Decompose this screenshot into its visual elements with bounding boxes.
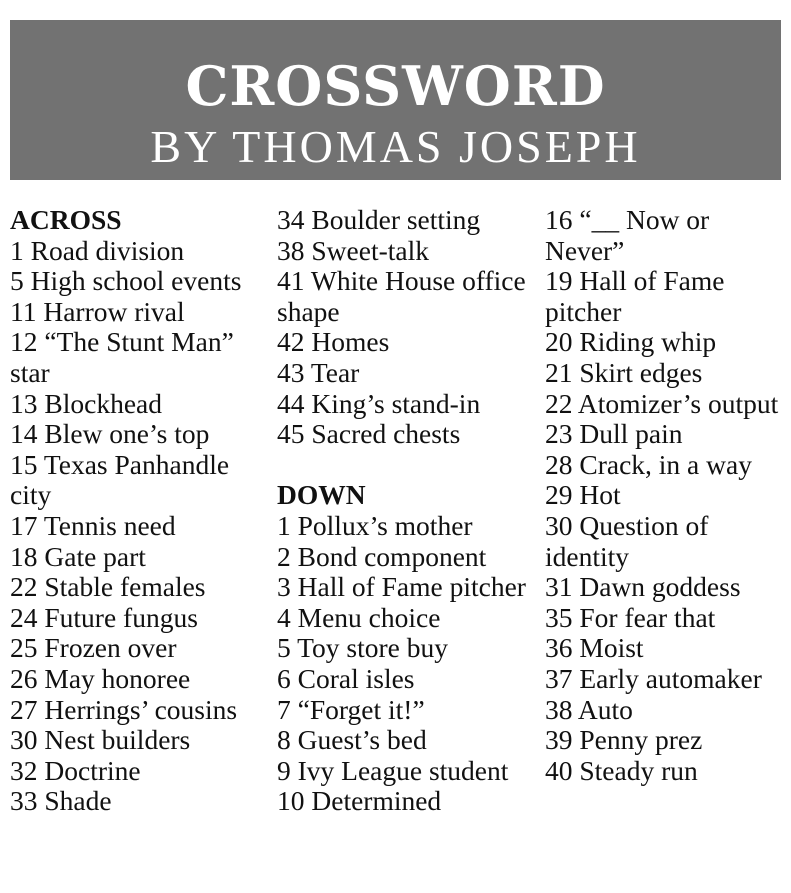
- clue-text: Road division: [30, 234, 185, 266]
- clue-number: 4: [277, 601, 291, 633]
- clue-number: 24: [10, 601, 38, 633]
- down-clue: [545, 572, 785, 603]
- clue-text: Hot: [579, 479, 621, 511]
- across-clue: [10, 450, 272, 511]
- clue-number: 22: [10, 571, 38, 603]
- clue-number: 38: [545, 693, 573, 725]
- clue-text: Skirt edges: [579, 356, 703, 388]
- down-clue: [545, 480, 785, 511]
- clue-number: 44: [277, 387, 305, 419]
- clue-text: Crack, in a way: [579, 448, 752, 480]
- down-clue: [545, 327, 785, 358]
- clue-text: For fear that: [579, 601, 716, 633]
- clue-text: Doctrine: [44, 754, 141, 786]
- down-clue: [277, 786, 539, 817]
- clue-text: Gate part: [44, 540, 146, 572]
- across-clue: [277, 205, 539, 236]
- down-clue: [545, 725, 785, 756]
- clue-text: Dull pain: [579, 418, 683, 450]
- clue-text: Pollux’s mother: [297, 509, 473, 541]
- clue-number: 17: [10, 509, 38, 541]
- clue-number: 38: [277, 234, 305, 266]
- across-clue: [277, 419, 539, 450]
- clue-number: 12: [10, 326, 38, 358]
- down-clue: [545, 358, 785, 389]
- down-clue: [545, 389, 785, 420]
- clue-number: 25: [10, 632, 38, 664]
- clue-text: Nest builders: [44, 724, 191, 756]
- clue-number: 23: [545, 418, 573, 450]
- down-clue: [277, 664, 539, 695]
- clue-text: “__ Now or Never”: [545, 204, 710, 266]
- clue-number: 30: [545, 509, 573, 541]
- clue-text: Early automaker: [579, 662, 762, 694]
- across-clue: [10, 327, 272, 388]
- clue-number: 27: [10, 693, 38, 725]
- clue-text: Steady run: [579, 754, 698, 786]
- clue-number: 15: [10, 448, 38, 480]
- clue-text: Homes: [311, 326, 390, 358]
- down-clue: [545, 511, 785, 572]
- clue-text: Penny prez: [579, 724, 703, 756]
- clue-text: Blew one’s top: [44, 418, 210, 450]
- down-clue: [545, 603, 785, 634]
- clue-number: 6: [277, 662, 291, 694]
- clue-text: Bond component: [297, 540, 487, 572]
- clue-column-1: [10, 205, 272, 817]
- clue-text: Menu choice: [297, 601, 441, 633]
- clue-text: Tear: [310, 356, 360, 388]
- clue-number: 41: [277, 265, 305, 297]
- clue-text: Blockhead: [44, 387, 162, 419]
- across-heading: ACROSS: [10, 204, 122, 235]
- down-clue: [277, 756, 539, 787]
- clue-text: Herrings’ cousins: [44, 693, 238, 725]
- clue-text: “The Stunt Man” star: [10, 326, 234, 388]
- across-clue: [10, 572, 272, 603]
- clue-number: 30: [10, 724, 38, 756]
- clue-number: 33: [10, 785, 38, 817]
- across-clue: [277, 389, 539, 420]
- across-clue: [10, 266, 272, 297]
- clue-text: Hall of Fame pitcher: [297, 571, 526, 603]
- crossword-title: CROSSWORD: [185, 54, 606, 118]
- across-clue: [10, 542, 272, 573]
- down-clue: [277, 572, 539, 603]
- down-clue: [545, 419, 785, 450]
- clue-number: 37: [545, 662, 573, 694]
- clue-number: 20: [545, 326, 573, 358]
- clue-text: Dawn goddess: [579, 571, 741, 603]
- down-clue: [277, 542, 539, 573]
- clue-text: White House office shape: [277, 265, 526, 327]
- clue-number: 8: [277, 724, 291, 756]
- down-heading: DOWN: [277, 479, 366, 511]
- down-clue: [277, 603, 539, 634]
- clue-number: 28: [545, 448, 573, 480]
- clue-text: May honoree: [44, 662, 191, 694]
- clue-text: Boulder setting: [311, 204, 481, 235]
- clue-number: 34: [277, 204, 305, 235]
- clue-number: 1: [10, 234, 24, 266]
- clue-number: 18: [10, 540, 38, 572]
- down-clue: [277, 633, 539, 664]
- across-clue: [10, 756, 272, 787]
- crossword-byline: BY THOMAS JOSEPH: [150, 121, 641, 172]
- across-clue: [10, 725, 272, 756]
- clue-text: Guest’s bed: [297, 724, 427, 756]
- clue-column-2: [277, 205, 539, 817]
- clue-text: Hall of Fame pitcher: [545, 265, 725, 327]
- clue-text: King’s stand-in: [311, 387, 481, 419]
- clue-text: Auto: [577, 693, 633, 725]
- clue-number: 42: [277, 326, 305, 358]
- clue-number: 22: [545, 387, 573, 419]
- across-clue: [10, 511, 272, 542]
- clue-number: 36: [545, 632, 573, 664]
- clue-number: 45: [277, 418, 305, 450]
- clue-text: Toy store buy: [297, 632, 448, 664]
- down-clue: [545, 664, 785, 695]
- clue-number: 21: [545, 356, 573, 388]
- down-clue: [545, 450, 785, 481]
- down-clue: [277, 511, 539, 542]
- clue-text: Determined: [311, 785, 442, 817]
- down-clue: [545, 633, 785, 664]
- down-clue: [545, 695, 785, 726]
- across-clue: [10, 664, 272, 695]
- down-clue: [277, 725, 539, 756]
- clue-text: Stable females: [44, 571, 206, 603]
- clue-number: 43: [277, 356, 305, 388]
- clue-number: 31: [545, 571, 573, 603]
- section-spacer: [277, 450, 539, 481]
- clue-number: 11: [10, 295, 37, 327]
- clue-number: 7: [277, 693, 291, 725]
- clue-text: “Forget it!”: [297, 693, 425, 725]
- clue-number: 3: [277, 571, 291, 603]
- clue-number: 40: [545, 754, 573, 786]
- down-clue: [545, 756, 785, 787]
- clue-number: 5: [277, 632, 291, 664]
- clue-text: Coral isles: [297, 662, 415, 694]
- clue-text: Sweet-talk: [311, 234, 429, 266]
- across-clue: [277, 236, 539, 267]
- across-clue: [10, 603, 272, 634]
- clue-text: Tennis need: [43, 509, 176, 541]
- down-clue: [545, 205, 785, 266]
- clue-number: 35: [545, 601, 573, 633]
- down-clue: [277, 695, 539, 726]
- across-clue: [277, 266, 539, 327]
- clue-text: Question of identity: [545, 509, 709, 572]
- across-clue: [10, 695, 272, 726]
- across-clue: [10, 236, 272, 267]
- across-clue: [10, 419, 272, 450]
- across-clue: [10, 297, 272, 328]
- clue-number: 5: [10, 265, 24, 297]
- clue-number: 14: [10, 418, 38, 450]
- clue-text: Texas Panhandle city: [10, 448, 230, 511]
- across-clue: [277, 358, 539, 389]
- clue-number: 26: [10, 662, 38, 694]
- clue-number: 9: [277, 754, 291, 786]
- crossword-header-banner: [10, 20, 781, 180]
- across-clue: [10, 389, 272, 420]
- across-clue: [10, 633, 272, 664]
- clue-number: 16: [545, 204, 573, 235]
- across-clue: [277, 327, 539, 358]
- clue-text: Ivy League student: [297, 754, 509, 786]
- clue-text: Future fungus: [44, 601, 198, 633]
- clue-number: 13: [10, 387, 38, 419]
- clue-text: Sacred chests: [311, 418, 461, 450]
- clue-number: 39: [545, 724, 573, 756]
- down-clue: [545, 266, 785, 327]
- clue-text: Riding whip: [579, 326, 717, 358]
- across-clue: [10, 786, 272, 817]
- clue-number: 32: [10, 754, 38, 786]
- clue-text: Shade: [44, 785, 112, 817]
- clue-number: 10: [277, 785, 305, 817]
- clue-text: Frozen over: [44, 632, 177, 664]
- clue-text: Moist: [579, 632, 644, 664]
- clue-number: 1: [277, 509, 291, 541]
- clue-number: 19: [545, 265, 573, 297]
- clue-number: 29: [545, 479, 573, 511]
- clue-number: 2: [277, 540, 291, 572]
- clue-text: Atomizer’s output: [577, 387, 779, 419]
- clue-column-3: [545, 205, 785, 786]
- clue-text: Harrow rival: [43, 295, 185, 327]
- clue-text: High school events: [30, 265, 242, 297]
